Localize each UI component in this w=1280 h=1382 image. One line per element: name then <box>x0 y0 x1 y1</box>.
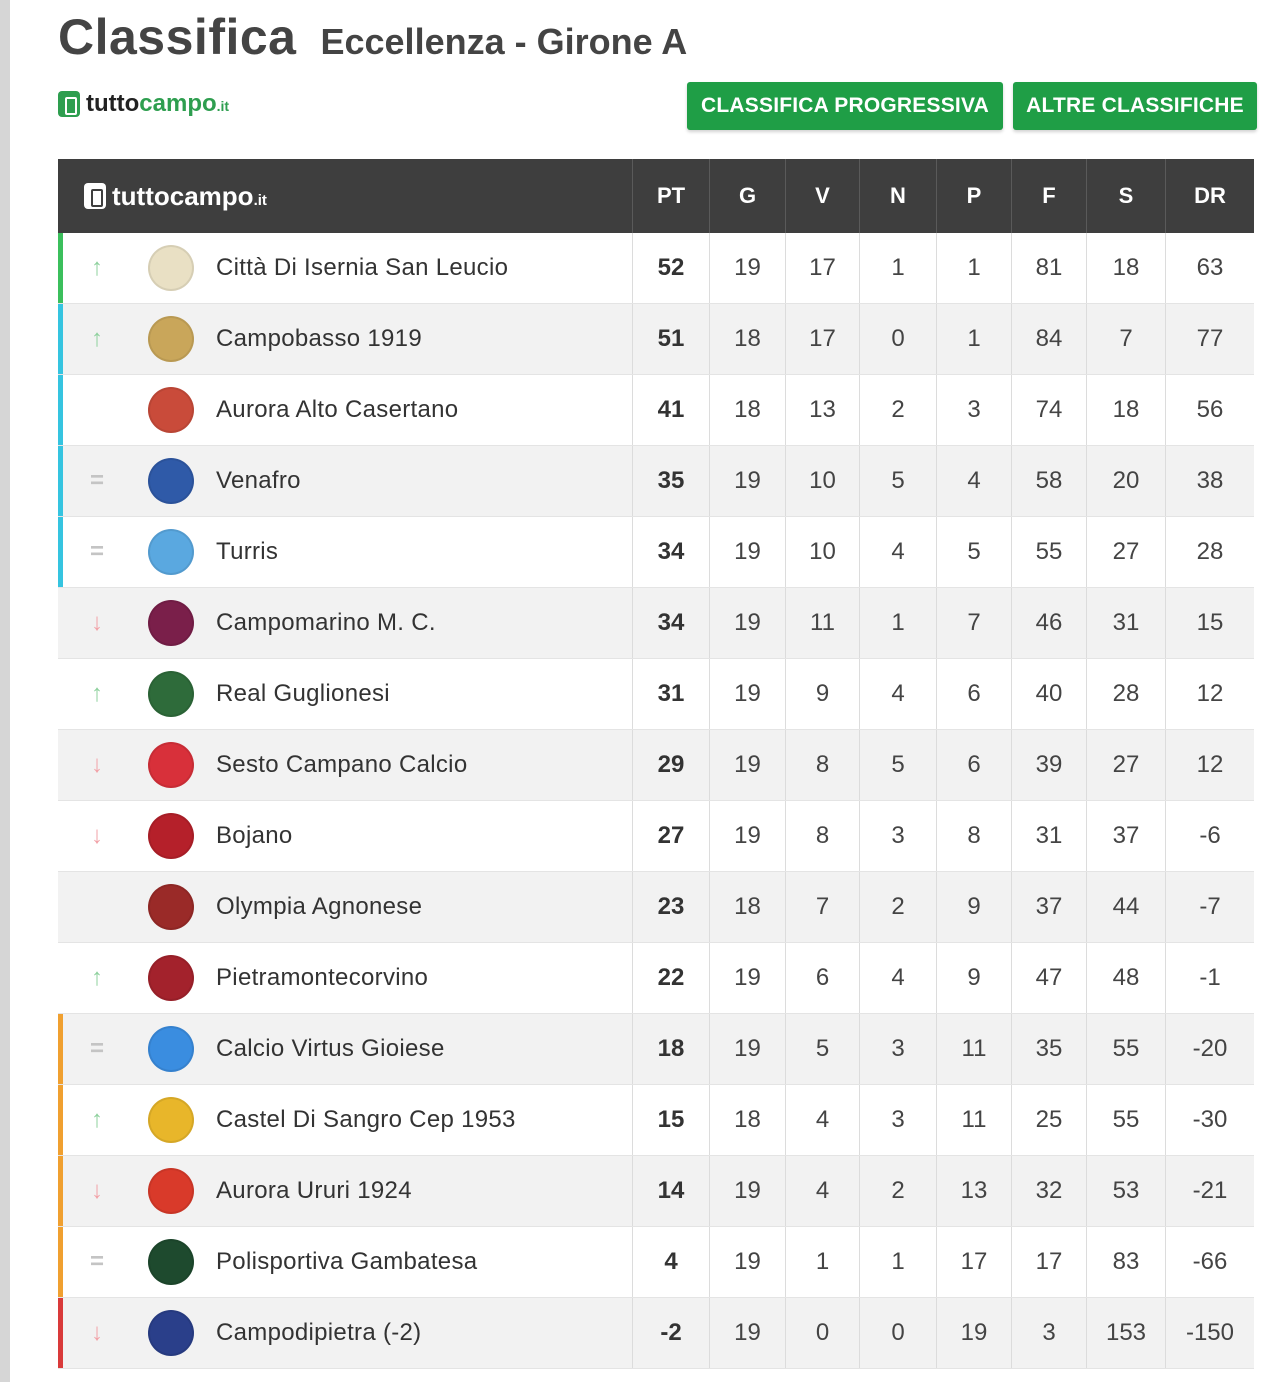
cell-f: 81 <box>1011 233 1086 303</box>
cell-g: 18 <box>709 375 785 445</box>
cell-s: 44 <box>1086 872 1165 942</box>
cell-n: 4 <box>859 517 936 587</box>
brand-wordmark: tuttocampo.it <box>86 90 230 117</box>
cell-n: 2 <box>859 872 936 942</box>
cell-p: 1 <box>936 233 1011 303</box>
team-name-link[interactable]: Castel Di Sangro Cep 1953 <box>216 1106 516 1133</box>
cell-p: 1 <box>936 304 1011 374</box>
team-cell <box>58 943 632 1013</box>
cell-n: 1 <box>859 233 936 303</box>
team-cell <box>58 1298 632 1368</box>
cell-f: 55 <box>1011 517 1086 587</box>
header-team-column <box>58 159 632 233</box>
cell-pt: 34 <box>632 588 709 658</box>
cell-dr: -20 <box>1165 1014 1254 1084</box>
cell-p: 11 <box>936 1014 1011 1084</box>
cell-n: 2 <box>859 375 936 445</box>
team-crest-icon[interactable] <box>148 1026 194 1072</box>
cell-p: 3 <box>936 375 1011 445</box>
trend-up-icon: ↑ <box>91 1106 103 1133</box>
team-cell <box>58 375 632 445</box>
trend-up-icon: ↑ <box>91 964 103 991</box>
cell-f: 35 <box>1011 1014 1086 1084</box>
cell-f: 74 <box>1011 375 1086 445</box>
team-name-link[interactable]: Polisportiva Gambatesa <box>216 1248 478 1275</box>
trend-down-icon: ↓ <box>91 751 103 778</box>
trend-up-icon: ↑ <box>91 254 103 281</box>
cell-g: 19 <box>709 1298 785 1368</box>
cell-v: 1 <box>785 1227 859 1297</box>
cell-pt: 4 <box>632 1227 709 1297</box>
cell-s: 27 <box>1086 730 1165 800</box>
cell-dr: -21 <box>1165 1156 1254 1226</box>
cell-n: 3 <box>859 1014 936 1084</box>
cell-pt: 29 <box>632 730 709 800</box>
header-tuttocampo-logo: tuttocampo.it <box>84 181 267 212</box>
cell-g: 19 <box>709 1156 785 1226</box>
cell-n: 5 <box>859 730 936 800</box>
team-name-link[interactable]: Campomarino M. C. <box>216 609 436 636</box>
cell-pt: 31 <box>632 659 709 729</box>
cell-g: 19 <box>709 659 785 729</box>
team-cell <box>58 233 632 303</box>
cell-s: 27 <box>1086 517 1165 587</box>
cell-dr: -150 <box>1165 1298 1254 1368</box>
team-name-link[interactable]: Città Di Isernia San Leucio <box>216 254 509 281</box>
team-name-link[interactable]: Pietramontecorvino <box>216 964 429 991</box>
cell-v: 5 <box>785 1014 859 1084</box>
table-row[interactable] <box>58 588 1254 659</box>
table-row[interactable] <box>58 304 1254 375</box>
cell-g: 19 <box>709 801 785 871</box>
cell-p: 5 <box>936 517 1011 587</box>
cell-g: 19 <box>709 1227 785 1297</box>
cell-v: 10 <box>785 446 859 516</box>
header-v[interactable]: V <box>785 159 859 233</box>
team-cell <box>58 304 632 374</box>
cell-pt: 15 <box>632 1085 709 1155</box>
cell-s: 7 <box>1086 304 1165 374</box>
cell-g: 19 <box>709 1014 785 1084</box>
team-name-link[interactable]: Bojano <box>216 822 293 849</box>
cell-dr: 77 <box>1165 304 1254 374</box>
team-name-link[interactable]: Olympia Agnonese <box>216 893 423 920</box>
team-crest-icon[interactable] <box>148 316 194 362</box>
header-p[interactable]: P <box>936 159 1011 233</box>
trend-up-icon: ↑ <box>91 325 103 352</box>
table-row[interactable] <box>58 872 1254 943</box>
cell-p: 6 <box>936 730 1011 800</box>
trend-up-icon: ↑ <box>91 680 103 707</box>
table-row[interactable] <box>58 1227 1254 1298</box>
team-crest-icon[interactable] <box>148 529 194 575</box>
cell-v: 8 <box>785 801 859 871</box>
cell-f: 37 <box>1011 872 1086 942</box>
table-row[interactable] <box>58 1156 1254 1227</box>
cell-v: 4 <box>785 1085 859 1155</box>
cell-g: 18 <box>709 872 785 942</box>
team-cell <box>58 1014 632 1084</box>
cell-g: 19 <box>709 446 785 516</box>
header-f[interactable]: F <box>1011 159 1086 233</box>
team-crest-icon[interactable] <box>148 245 194 291</box>
cell-dr: 56 <box>1165 375 1254 445</box>
cell-n: 3 <box>859 1085 936 1155</box>
cell-n: 0 <box>859 1298 936 1368</box>
team-crest-icon[interactable] <box>148 884 194 930</box>
cell-n: 2 <box>859 1156 936 1226</box>
cell-f: 31 <box>1011 801 1086 871</box>
cell-dr: 38 <box>1165 446 1254 516</box>
trend-down-icon: ↓ <box>91 1319 103 1346</box>
cell-p: 4 <box>936 446 1011 516</box>
team-crest-icon[interactable] <box>148 458 194 504</box>
cell-pt: 41 <box>632 375 709 445</box>
cell-p: 11 <box>936 1085 1011 1155</box>
tuttocampo-logo[interactable] <box>58 88 229 120</box>
cell-dr: 12 <box>1165 659 1254 729</box>
trend-down-icon: ↓ <box>91 1177 103 1204</box>
cell-g: 19 <box>709 517 785 587</box>
page-title: Classifica <box>58 9 297 65</box>
cell-s: 28 <box>1086 659 1165 729</box>
team-cell <box>58 588 632 658</box>
team-crest-icon[interactable] <box>148 955 194 1001</box>
cell-f: 58 <box>1011 446 1086 516</box>
table-row[interactable] <box>58 517 1254 588</box>
table-row[interactable] <box>58 446 1254 517</box>
altre-classifiche-button[interactable]: ALTRE CLASSIFICHE <box>1013 82 1257 130</box>
team-crest-icon[interactable] <box>148 1168 194 1214</box>
team-name-link[interactable]: Sesto Campano Calcio <box>216 751 468 778</box>
team-cell <box>58 446 632 516</box>
table-row[interactable] <box>58 801 1254 872</box>
cell-dr: -7 <box>1165 872 1254 942</box>
trend-down-icon: ↓ <box>91 822 103 849</box>
cell-dr: 15 <box>1165 588 1254 658</box>
team-cell <box>58 1156 632 1226</box>
cell-dr: -6 <box>1165 801 1254 871</box>
cell-n: 3 <box>859 801 936 871</box>
header-g[interactable]: G <box>709 159 785 233</box>
cell-v: 6 <box>785 943 859 1013</box>
cell-pt: 22 <box>632 943 709 1013</box>
cell-n: 1 <box>859 1227 936 1297</box>
cell-pt: 52 <box>632 233 709 303</box>
cell-pt: 35 <box>632 446 709 516</box>
cell-f: 32 <box>1011 1156 1086 1226</box>
cell-p: 17 <box>936 1227 1011 1297</box>
tuttocampo-logo-icon <box>84 183 106 209</box>
team-crest-icon[interactable] <box>148 387 194 433</box>
cell-g: 19 <box>709 588 785 658</box>
cell-f: 17 <box>1011 1227 1086 1297</box>
trend-down-icon: ↓ <box>91 609 103 636</box>
team-name-link[interactable]: Aurora Ururi 1924 <box>216 1177 412 1204</box>
cell-n: 1 <box>859 588 936 658</box>
cell-f: 3 <box>1011 1298 1086 1368</box>
cell-pt: -2 <box>632 1298 709 1368</box>
cell-pt: 23 <box>632 872 709 942</box>
cell-f: 39 <box>1011 730 1086 800</box>
cell-g: 19 <box>709 730 785 800</box>
header-pt[interactable]: PT <box>632 159 709 233</box>
table-row[interactable] <box>58 730 1254 801</box>
team-name-link[interactable]: Calcio Virtus Gioiese <box>216 1035 445 1062</box>
cell-g: 19 <box>709 943 785 1013</box>
table-row[interactable] <box>58 1014 1254 1085</box>
cell-dr: -30 <box>1165 1085 1254 1155</box>
team-cell <box>58 872 632 942</box>
cell-g: 19 <box>709 233 785 303</box>
cell-dr: 28 <box>1165 517 1254 587</box>
trend-equal-icon: = <box>89 538 104 565</box>
team-cell <box>58 1085 632 1155</box>
cell-v: 13 <box>785 375 859 445</box>
team-name-link[interactable]: Campobasso 1919 <box>216 325 422 352</box>
cell-pt: 14 <box>632 1156 709 1226</box>
page-header <box>58 8 687 68</box>
cell-f: 84 <box>1011 304 1086 374</box>
header-s[interactable]: S <box>1086 159 1165 233</box>
team-name-link[interactable]: Venafro <box>216 467 301 494</box>
team-crest-icon[interactable] <box>148 1097 194 1143</box>
cell-n: 4 <box>859 659 936 729</box>
cell-f: 25 <box>1011 1085 1086 1155</box>
header-n[interactable]: N <box>859 159 936 233</box>
cell-s: 48 <box>1086 943 1165 1013</box>
classifica-progressiva-button[interactable]: CLASSIFICA PROGRESSIVA <box>687 82 1003 130</box>
team-crest-icon[interactable] <box>148 600 194 646</box>
cell-v: 7 <box>785 872 859 942</box>
team-cell <box>58 1227 632 1297</box>
cell-dr: -1 <box>1165 943 1254 1013</box>
cell-s: 37 <box>1086 801 1165 871</box>
cell-s: 18 <box>1086 233 1165 303</box>
cell-s: 31 <box>1086 588 1165 658</box>
cell-f: 47 <box>1011 943 1086 1013</box>
cell-s: 18 <box>1086 375 1165 445</box>
left-page-rail <box>0 0 10 1382</box>
cell-s: 53 <box>1086 1156 1165 1226</box>
cell-v: 0 <box>785 1298 859 1368</box>
cell-pt: 34 <box>632 517 709 587</box>
team-name-link[interactable]: Campodipietra (-2) <box>216 1319 422 1346</box>
cell-v: 8 <box>785 730 859 800</box>
team-crest-icon[interactable] <box>148 1239 194 1285</box>
team-cell <box>58 730 632 800</box>
team-crest-icon[interactable] <box>148 671 194 717</box>
cell-g: 18 <box>709 304 785 374</box>
cell-p: 13 <box>936 1156 1011 1226</box>
team-crest-icon[interactable] <box>148 813 194 859</box>
cell-g: 18 <box>709 1085 785 1155</box>
team-cell <box>58 801 632 871</box>
cell-p: 6 <box>936 659 1011 729</box>
trend-equal-icon: = <box>89 1248 104 1275</box>
team-name-link[interactable]: Real Guglionesi <box>216 680 390 707</box>
standings-table <box>58 159 1254 1369</box>
cell-pt: 18 <box>632 1014 709 1084</box>
cell-pt: 27 <box>632 801 709 871</box>
cell-v: 17 <box>785 304 859 374</box>
table-row[interactable] <box>58 1085 1254 1156</box>
cell-n: 0 <box>859 304 936 374</box>
cell-pt: 51 <box>632 304 709 374</box>
cell-dr: 63 <box>1165 233 1254 303</box>
cell-n: 4 <box>859 943 936 1013</box>
team-cell <box>58 659 632 729</box>
team-name-link[interactable]: Aurora Alto Casertano <box>216 396 459 423</box>
cell-f: 46 <box>1011 588 1086 658</box>
cell-s: 153 <box>1086 1298 1165 1368</box>
team-cell <box>58 517 632 587</box>
table-row[interactable] <box>58 659 1254 730</box>
cell-s: 20 <box>1086 446 1165 516</box>
cell-f: 40 <box>1011 659 1086 729</box>
standings-table-body <box>58 233 1254 1369</box>
tuttocampo-logo-icon <box>58 91 80 117</box>
cell-p: 9 <box>936 872 1011 942</box>
team-crest-icon[interactable] <box>148 1310 194 1356</box>
cell-p: 8 <box>936 801 1011 871</box>
table-row[interactable] <box>58 375 1254 446</box>
header-dr[interactable]: DR <box>1165 159 1254 233</box>
cell-v: 9 <box>785 659 859 729</box>
table-row[interactable] <box>58 1298 1254 1369</box>
table-row[interactable] <box>58 943 1254 1014</box>
cell-p: 7 <box>936 588 1011 658</box>
league-subtitle: Eccellenza - Girone A <box>320 21 688 62</box>
cell-p: 9 <box>936 943 1011 1013</box>
cell-v: 17 <box>785 233 859 303</box>
cell-v: 11 <box>785 588 859 658</box>
team-crest-icon[interactable] <box>148 742 194 788</box>
trend-equal-icon: = <box>89 467 104 494</box>
cell-s: 55 <box>1086 1014 1165 1084</box>
team-name-link[interactable]: Turris <box>216 538 279 565</box>
cell-s: 83 <box>1086 1227 1165 1297</box>
cell-p: 19 <box>936 1298 1011 1368</box>
cell-dr: 12 <box>1165 730 1254 800</box>
cell-s: 55 <box>1086 1085 1165 1155</box>
cell-n: 5 <box>859 446 936 516</box>
trend-equal-icon: = <box>89 1035 104 1062</box>
cell-v: 4 <box>785 1156 859 1226</box>
standings-table-header <box>58 159 1254 233</box>
cell-v: 10 <box>785 517 859 587</box>
cell-dr: -66 <box>1165 1227 1254 1297</box>
table-row[interactable] <box>58 233 1254 304</box>
